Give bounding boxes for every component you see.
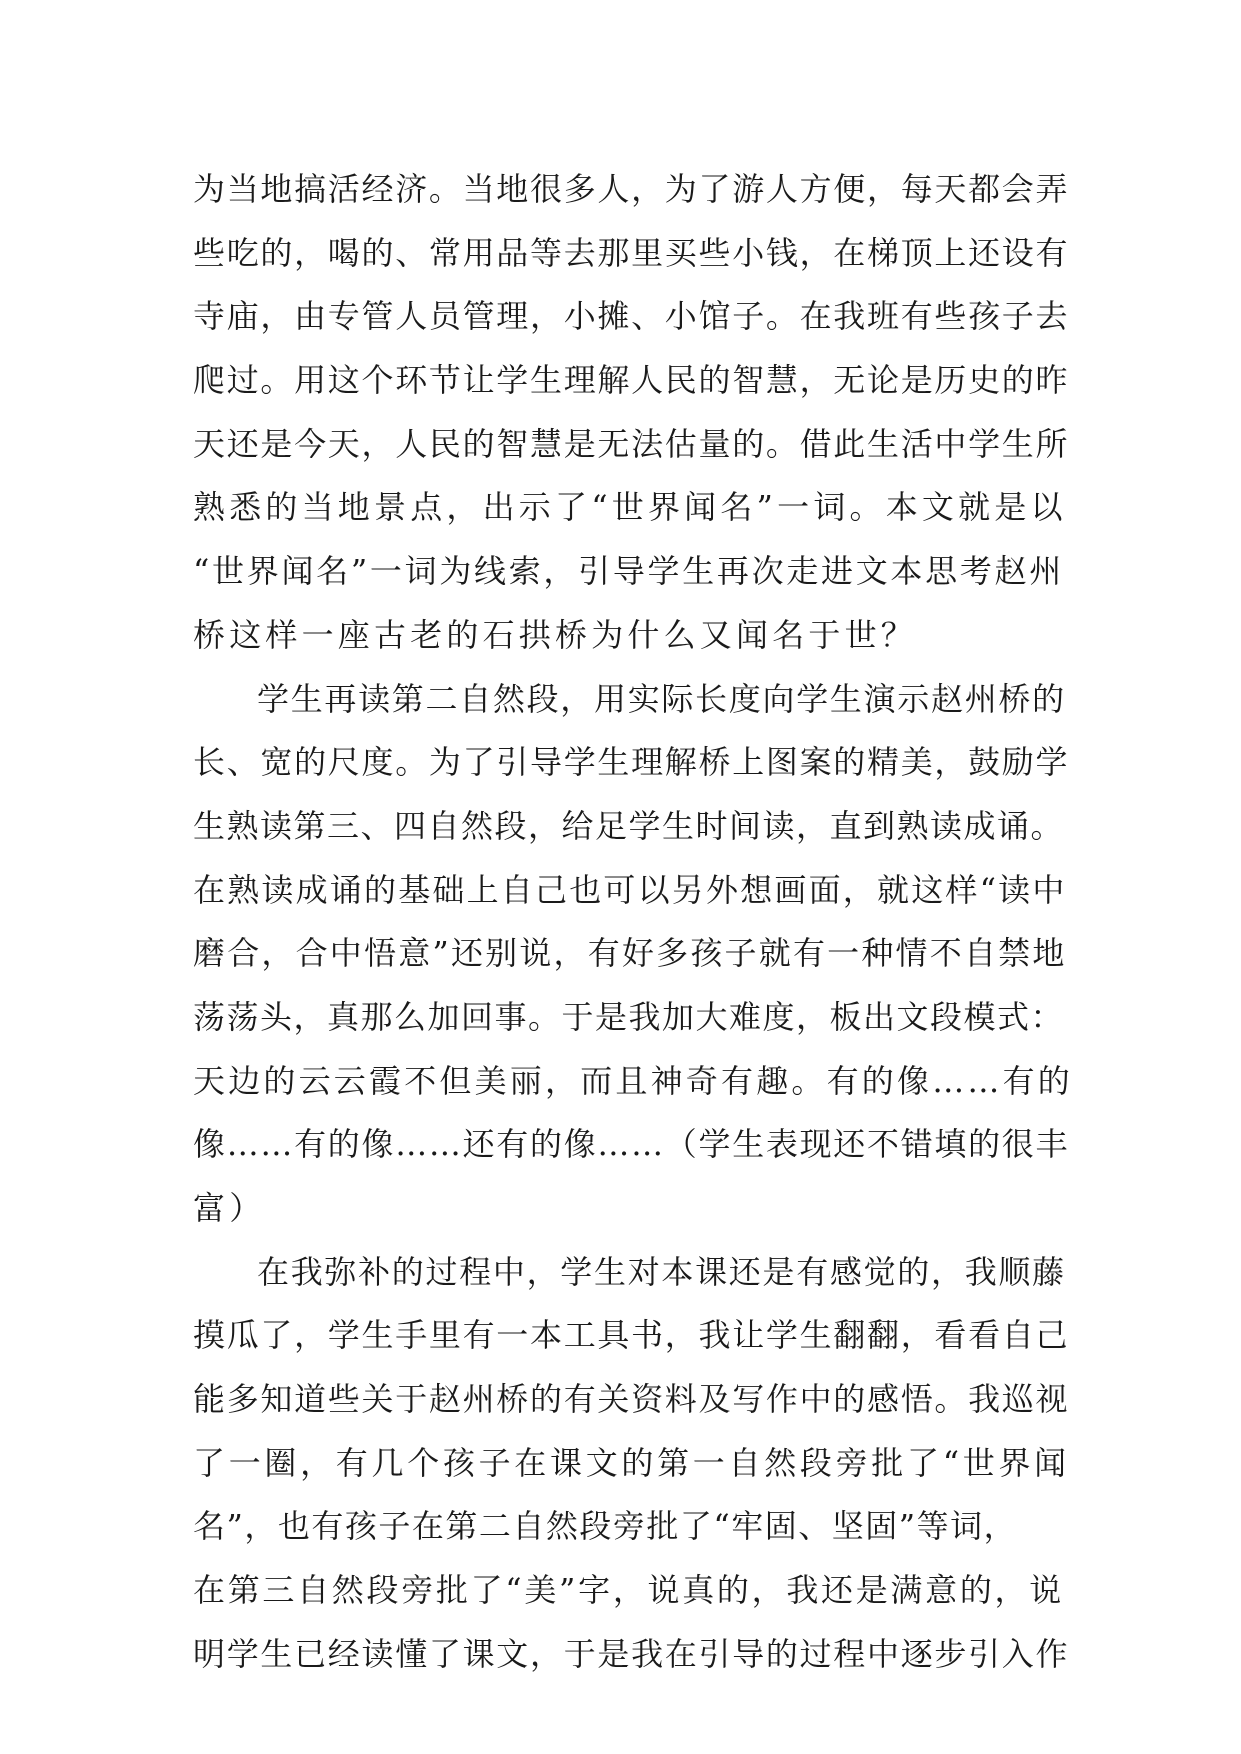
- text-line: 荡荡头，真那么加回事。于是我加大难度，板出文段模式：: [193, 997, 1065, 1036]
- paragraph-first-line: 学生再读第二自然段，用实际长度向学生演示赵州桥的: [257, 679, 1066, 718]
- text-line: 爬过。用这个环节让学生理解人民的智慧，无论是历史的昨: [193, 361, 1070, 400]
- text-line: 寺庙，由专管人员管理，小摊、小馆子。在我班有些孩子去: [193, 297, 1070, 336]
- body-text: [193, 158, 1073, 1687]
- text-line: 天还是今天，人民的智慧是无法估量的。借此生活中学生所: [193, 424, 1070, 463]
- text-line: 富）: [193, 1189, 266, 1227]
- text-line: 长、宽的尺度。为了引导学生理解桥上图案的精美，鼓励学: [193, 743, 1070, 782]
- text-line: 明学生已经读懂了课文，于是我在引导的过程中逐步引入作: [193, 1634, 1070, 1673]
- text-line: 为当地搞活经济。当地很多人，为了游人方便，每天都会弄: [193, 170, 1070, 208]
- text-line: 在第三自然段旁批了“美”字，说真的，我还是满意的，说: [193, 1571, 1064, 1610]
- paragraph-first-line: 在我弥补的过程中，学生对本课还是有感觉的，我顺藤: [257, 1252, 1066, 1291]
- text-line: 了一圈，有几个孩子在课文的第一自然段旁批了“世界闻: [193, 1443, 1070, 1482]
- text-line: 些吃的，喝的、常用品等去那里买些小钱，在梯顶上还设有: [193, 233, 1070, 272]
- text-line: 磨合，合中悟意”还别说，有好多孩子就有一种情不自禁地: [193, 934, 1067, 973]
- text-line: 在熟读成诵的基础上自己也可以另外想画面，就这样“读中: [193, 870, 1067, 909]
- text-line: 生熟读第三、四自然段，给足学生时间读，直到熟读成诵。: [193, 806, 1065, 845]
- text-line: 能多知道些关于赵州桥的有关资料及写作中的感悟。我巡视: [193, 1380, 1070, 1419]
- text-line: 摸瓜了，学生手里有一本工具书，我让学生翻翻，看看自己: [193, 1316, 1070, 1355]
- text-line: “世界闻名”一词为线索，引导学生再次走进文本思考赵州: [193, 552, 1064, 591]
- text-line: 桥这样一座古老的石拱桥为什么又闻名于世？: [193, 615, 918, 654]
- text-line: 天边的云云霞不但美丽，而且神奇有趣。有的像……有的: [193, 1061, 1074, 1100]
- text-line: 名”，也有孩子在第二自然段旁批了“牢固、坚固”等词，: [193, 1507, 1018, 1546]
- text-line: 像……有的像……还有的像……（学生表现还不错填的很丰: [193, 1125, 1070, 1164]
- text-line: 熟悉的当地景点，出示了“世界闻名”一词。本文就是以: [193, 488, 1067, 527]
